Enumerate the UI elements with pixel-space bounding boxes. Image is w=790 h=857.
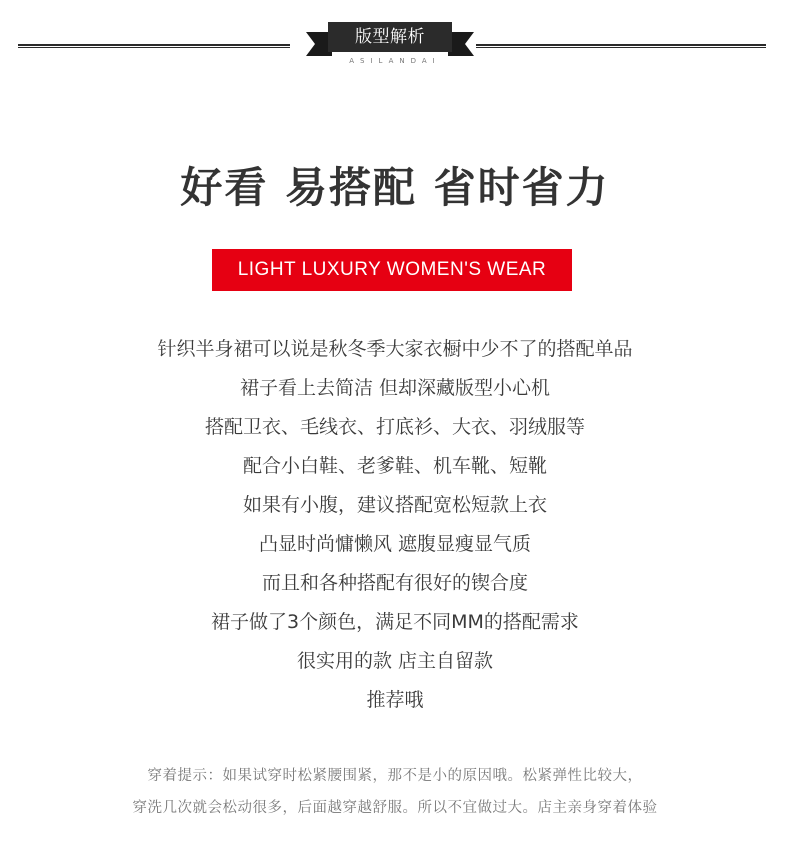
divider-right: [476, 44, 766, 48]
description-line: 很实用的款 店主自留款: [296, 650, 494, 672]
headline: 好看 易搭配 省时省力: [180, 163, 610, 212]
description-line: 针织半身裙可以说是秋冬季大家衣橱中少不了的搭配单品: [157, 338, 633, 360]
description-block: [0, 330, 790, 720]
tip-line: 穿洗几次就会松动很多，后面越穿越舒服。所以不宜做过大。店主亲身穿着体验: [132, 800, 658, 816]
tip-line: 穿着提示：如果试穿时松紧腰围紧，那不是小的原因哦。松紧弹性比较大，: [147, 768, 643, 784]
description-line: 凸显时尚慵懒风 遮腹显瘦显气质: [258, 533, 532, 555]
description-line: 配合小白鞋、老爹鞋、机车靴、短靴: [242, 455, 547, 477]
tagline-banner: LIGHT LUXURY WOMEN'S WEAR: [212, 249, 572, 291]
wearing-tip: [0, 760, 790, 824]
description-line: 搭配卫衣、毛线衣、打底衫、大衣、羽绒服等: [204, 416, 585, 438]
description-line: 裙子做了3个颜色，满足不同MM的搭配需求: [211, 611, 579, 633]
description-line: 推荐哦: [366, 689, 424, 711]
description-line: 而且和各种搭配有很好的锲合度: [261, 572, 528, 594]
description-line: 如果有小腹，建议搭配宽松短款上衣: [242, 494, 547, 516]
divider-left: [18, 44, 290, 48]
brand-subtitle: ASILANDAI: [349, 57, 441, 65]
section-ribbon: [306, 18, 474, 58]
section-title: 版型解析: [328, 22, 452, 52]
description-line: 裙子看上去简洁 但却深藏版型小心机: [239, 377, 551, 399]
